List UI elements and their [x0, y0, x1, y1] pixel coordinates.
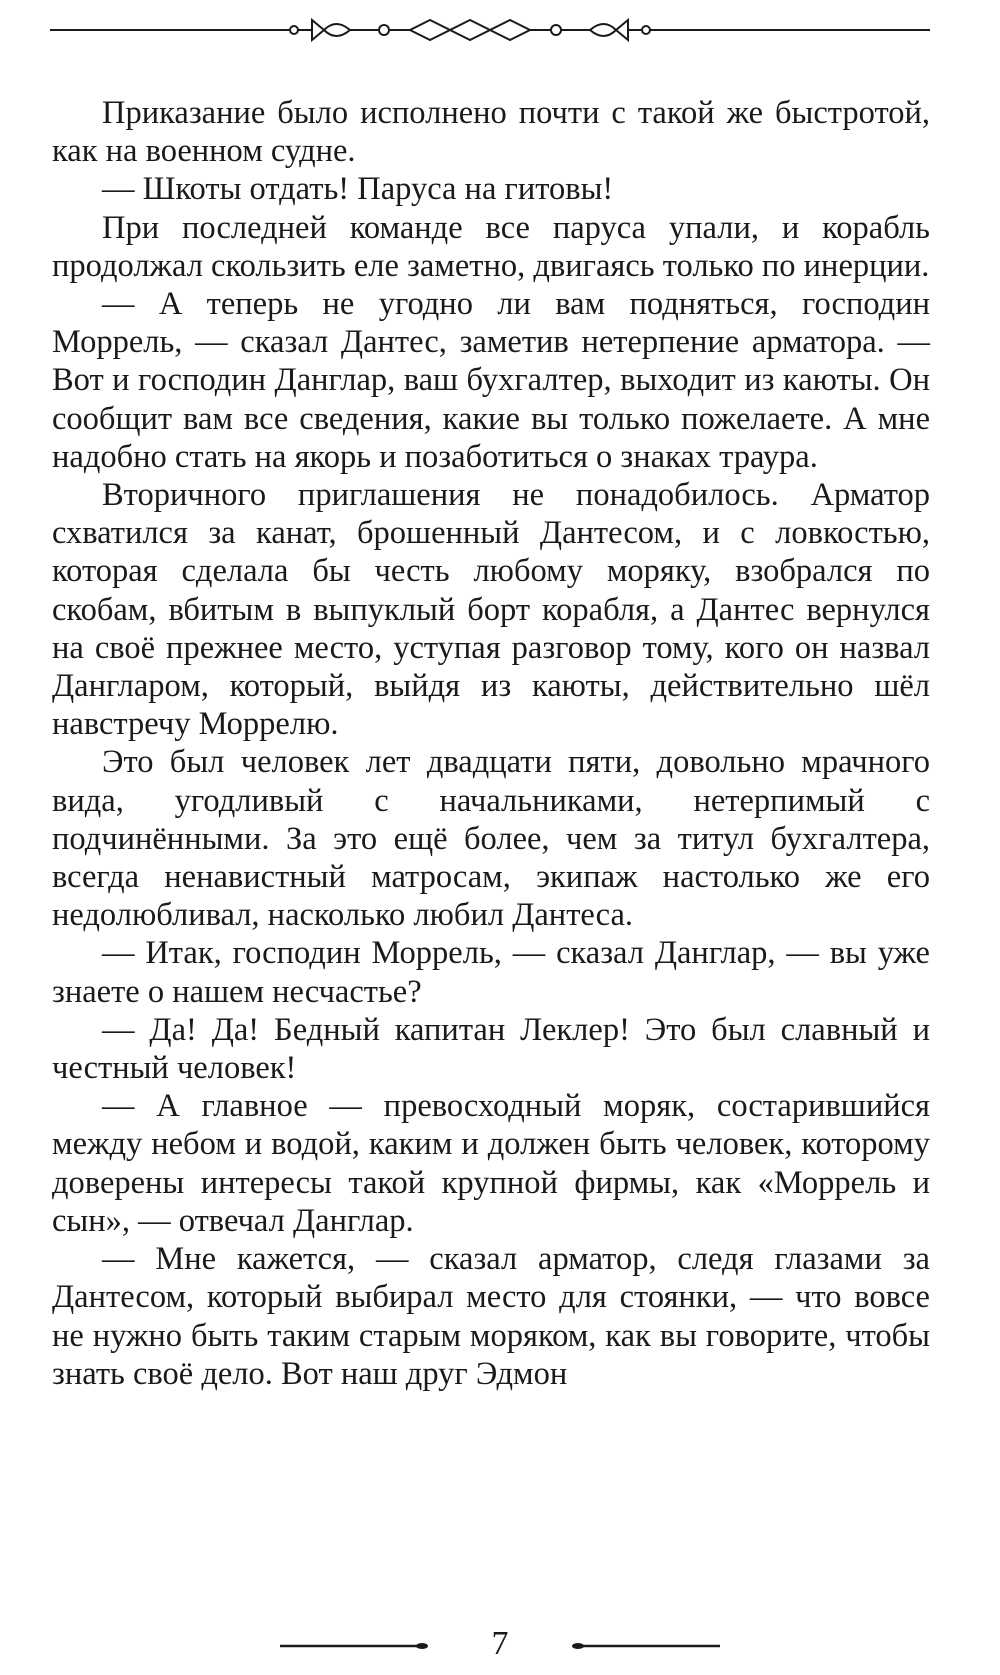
- page-number: 7: [491, 1625, 509, 1662]
- paragraph-2: — Шкоты отдать! Паруса на гитовы!: [102, 171, 614, 208]
- page-footer: [0, 1624, 1000, 1664]
- paragraph-4: — А теперь не угодно ли вам подняться, господин Моррель, — сказал Дантес, заметив нетерпение арматора. — Вот и господин Данглар, ваш бухгалтер, выходит из каюты. Он сообщит вам все сведения, какие вы только пожелаете. А мне надобно стать на якорь и позаботиться о знаках траура.: [52, 286, 930, 475]
- paragraph-3: При последней команде все паруса упали, и корабль продолжал скользить еле заметно, двигаясь только по инерции.: [52, 209, 930, 284]
- decorative-header-ornament-icon: [50, 8, 930, 48]
- body-text: [52, 94, 930, 1393]
- paragraph-5: Вторичного приглашения не понадобилось. Арматор схватился за канат, брошенный Дантесом, и с ловкостью, которая сделала бы честь любому моряку, взобрался по скобам, вбитым в выпуклый борт корабля, а Дантес вернулся на своё прежнее место, уступая разговор тому, кого он назвал Дангларом, который, выйдя из каюты, действительно шёл навстречу Моррелю.: [52, 477, 930, 743]
- paragraph-7: — Итак, господин Моррель, — сказал Данглар, — вы уже знаете о нашем несчастье?: [52, 935, 930, 1010]
- paragraph-10: — Мне кажется, — сказал арматор, следя глазами за Дантесом, который выбирал место для стоянки, — что вовсе не нужно быть таким старым моряком, как вы говорите, чтобы знать своё дело. Вот наш друг Эдмон: [52, 1241, 930, 1392]
- paragraph-9: — А главное — превосходный моряк, состарившийся между небом и водой, каким и должен быть человек, которому доверены интересы такой крупной фирмы, как «Моррель и сын», — отвечал Данглар.: [52, 1088, 930, 1239]
- paragraph-1: Приказание было исполнено почти с такой же быстротой, как на военном судне.: [52, 95, 930, 170]
- paragraph-6: Это был человек лет двадцати пяти, довольно мрачного вида, угодливый с начальниками, нетерпимый с подчинёнными. За это ещё более, чем за титул бухгалтера, всегда ненавистный матросам, экипаж настолько же его недолюбливал, насколько любил Дантеса.: [52, 744, 930, 934]
- footer-rule-right-icon: [570, 1642, 720, 1650]
- paragraph-8: — Да! Да! Бедный капитан Леклер! Это был славный и честный человек!: [52, 1011, 930, 1087]
- footer-rule-left-icon: [280, 1642, 430, 1650]
